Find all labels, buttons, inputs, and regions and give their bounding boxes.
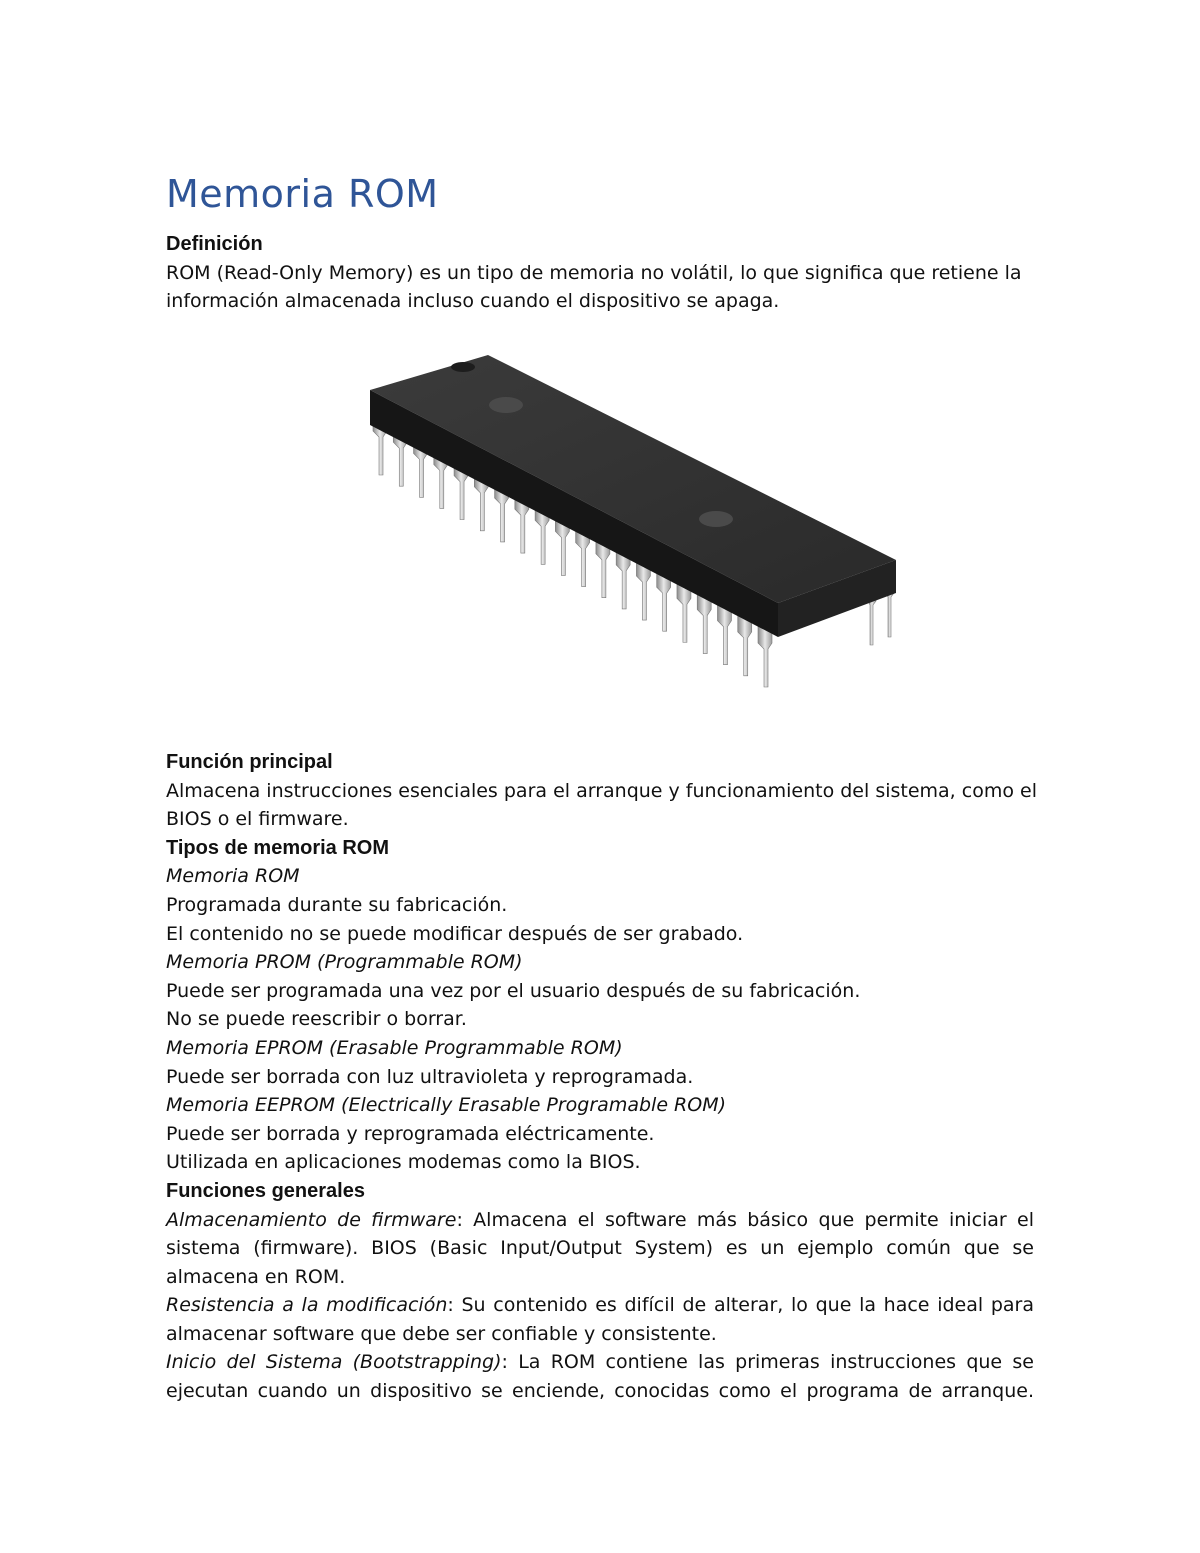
definicion-line-1: ROM (Read-Only Memory) es un tipo de memoria no volátil, lo que significa que retiene la bbox=[166, 261, 1022, 284]
tipo-line: Programada durante su fabricación. bbox=[166, 893, 508, 916]
funcion-general-item bbox=[166, 1348, 1034, 1405]
tipo-name: Memoria EEPROM (Electrically Erasable Programable ROM) bbox=[166, 1094, 727, 1117]
tipo-line: El contenido no se puede modificar después de ser grabado. bbox=[166, 922, 744, 945]
funcion-general-item bbox=[166, 1291, 1034, 1348]
tipo-name: Memoria EPROM (Erasable Programmable ROM) bbox=[166, 1036, 623, 1059]
definicion-line-2: información almacenada incluso cuando el dispositivo se apaga. bbox=[166, 290, 780, 313]
definicion-section bbox=[166, 230, 1034, 316]
funcion-general-item bbox=[166, 1206, 1034, 1292]
page-title: Memoria ROM bbox=[166, 172, 439, 216]
funcion-text: : Su contenido es difícil de alterar, lo que la hace ideal para almacenar software que debe ser confiable y consistente. bbox=[166, 1294, 1034, 1345]
dip-chip-icon bbox=[348, 345, 908, 705]
funcion-principal-heading: Función principal bbox=[166, 751, 333, 773]
definicion-heading: Definición bbox=[166, 233, 263, 255]
funcion-term: Almacenamiento de firmware bbox=[166, 1208, 457, 1231]
tipo-line: Utilizada en aplicaciones modemas como la BIOS. bbox=[166, 1151, 641, 1174]
tipo-line: Puede ser borrada y reprogramada eléctricamente. bbox=[166, 1122, 655, 1145]
tipo-line: No se puede reescribir o borrar. bbox=[166, 1008, 467, 1031]
funciones-generales-heading: Funciones generales bbox=[166, 1179, 365, 1202]
tipos-heading: Tipos de memoria ROM bbox=[166, 836, 390, 859]
funcion-principal-line-2: BIOS o el firmware. bbox=[166, 808, 349, 831]
funcion-term: Inicio del Sistema (Bootstrapping) bbox=[166, 1351, 502, 1374]
funcion-text: : Almacena el software más básico que permite iniciar el sistema (firmware). BIOS (Basic Input/Output System) es un ejemplo común que se almacena en ROM. bbox=[166, 1208, 1035, 1288]
funcion-principal-line-1: Almacena instrucciones esenciales para el arranque y funcionamiento del sistema, como el bbox=[166, 779, 1037, 802]
tipo-line: Puede ser programada una vez por el usuario después de su fabricación. bbox=[166, 979, 861, 1002]
tipo-name: Memoria ROM bbox=[166, 865, 300, 888]
funcion-principal-section bbox=[166, 748, 1037, 1406]
tipo-name: Memoria PROM (Programmable ROM) bbox=[166, 951, 523, 974]
funcion-text: : La ROM contiene las primeras instrucciones que se ejecutan cuando un dispositivo se enciende, conocidas como el programa de arranque. bbox=[166, 1351, 1034, 1403]
funcion-term: Resistencia a la modificación bbox=[166, 1294, 448, 1317]
tipo-line: Puede ser borrada con luz ultravioleta y reprogramada. bbox=[166, 1065, 694, 1088]
